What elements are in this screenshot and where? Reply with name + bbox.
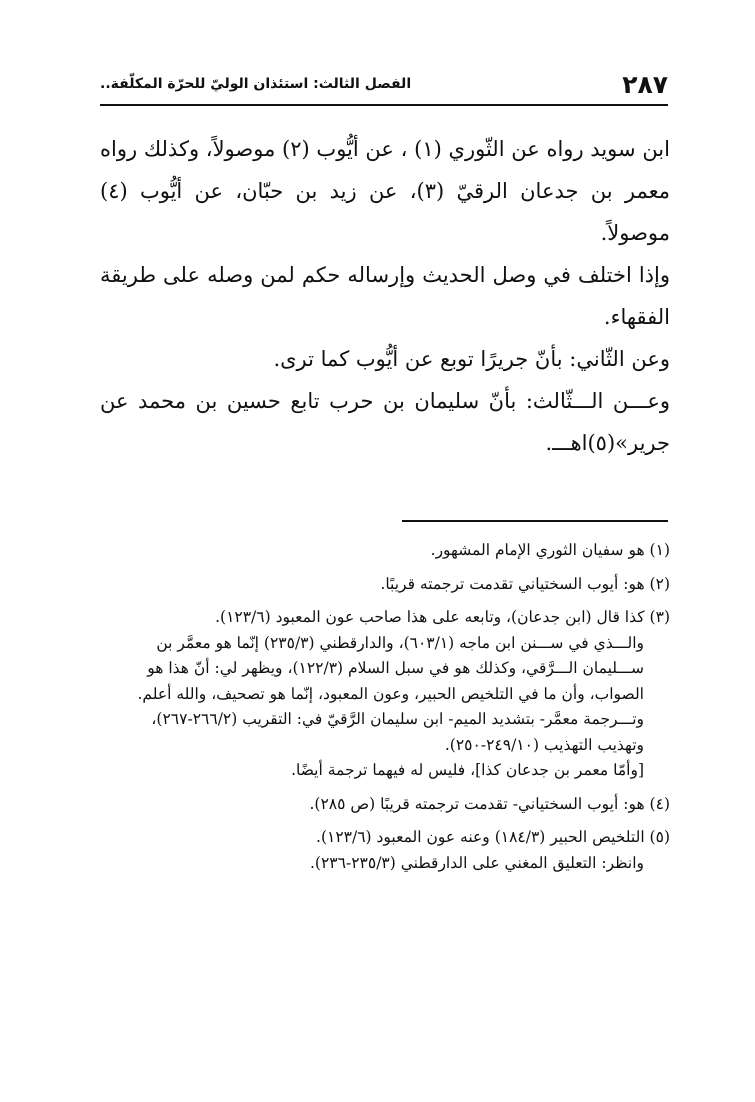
paragraph: وإذا اختلف في وصل الحديث وإرساله حكم لمن وصله على طريقة الفقهاء. xyxy=(100,263,670,329)
footnote-line: (١) هو سفيان الثوري الإمام المشهور. xyxy=(430,541,670,559)
footnote-3 xyxy=(100,605,670,784)
page-header xyxy=(100,70,668,106)
footnote-line: [وأمّا معمر بن جدعان كذا]، فليس له فيهما ترجمة أيضًا. xyxy=(291,761,644,779)
footnote-5 xyxy=(100,825,670,876)
paragraph: وعـــن الـــثّالث: بأنّ سليمان بن حرب تابع حسين بن محمد عن جرير»(٥)اهـــ. xyxy=(100,389,670,455)
footnote-4 xyxy=(100,792,670,818)
footnotes xyxy=(100,538,670,884)
footnote-line: (٤) هو: أيوب السختياني- تقدمت ترجمته قريبًا (ص ٢٨٥). xyxy=(309,794,670,813)
footnote-line: (٥) التلخيص الحبير (١٨٤/٣) وعنه عون المعبود (١٢٣/٦). xyxy=(316,828,670,846)
footnote-2 xyxy=(100,572,670,598)
footnote-line: (٣) كذا قال (ابن جدعان)، وتابعه على هذا صاحب عون المعبود (١٢٣/٦). xyxy=(215,608,670,626)
paragraph: ابن سويد رواه عن الثّوري (١) ، عن أيُّوب (٢) موصولاً، وكذلك رواه معمر بن جدعان الرقيّ (٣)، عن زيد بن حبّان، عن أيُّوب (٤) موصولاً. xyxy=(100,137,670,245)
paragraph: وعن الثّاني: بأنّ جريرًا توبع عن أيُّوب كما ترى. xyxy=(273,347,670,371)
running-title: الفصل الثالث: استئذان الوليّ للحرّة المكلّفة.. xyxy=(100,76,412,92)
footnote-line: والـــذي في ســـنن ابن ماجه (٦٠٣/١)، والدارقطني (٢٣٥/٣) إنّما هو معمَّر بن ســـليمان الـــرَّقي، وكذلك هو في سبل السلام (١٢٢/٣)، ويظهر لي: أنّ هذا هو الصواب، وأن ما في التلخيص الحبير، وعون المعبود، إنّما هو تصحيف، والله أعلم. xyxy=(137,633,644,703)
footnote-line: (٢) هو: أيوب السختياني تقدمت ترجمته قريبًا. xyxy=(380,574,670,593)
page-number: ٢٨٧ xyxy=(622,70,668,99)
footnote-separator xyxy=(402,520,668,522)
footnote-line: وانظر: التعليق المغني على الدارقطني (٢٣٥/٣-٢٣٦). xyxy=(310,853,644,872)
footnote-line: وتـــرجمة معمَّر- بتشديد الميم- ابن سليمان الرَّقيّ في: التقريب (٢٦٦/٢-٢٦٧)، وتهذيب التهذيب (٢٤٩/١٠-٢٥٠). xyxy=(151,710,644,754)
footnote-continuation xyxy=(100,631,670,784)
main-text xyxy=(100,128,670,464)
footnote-1 xyxy=(100,538,670,564)
footnote-continuation xyxy=(100,851,670,877)
